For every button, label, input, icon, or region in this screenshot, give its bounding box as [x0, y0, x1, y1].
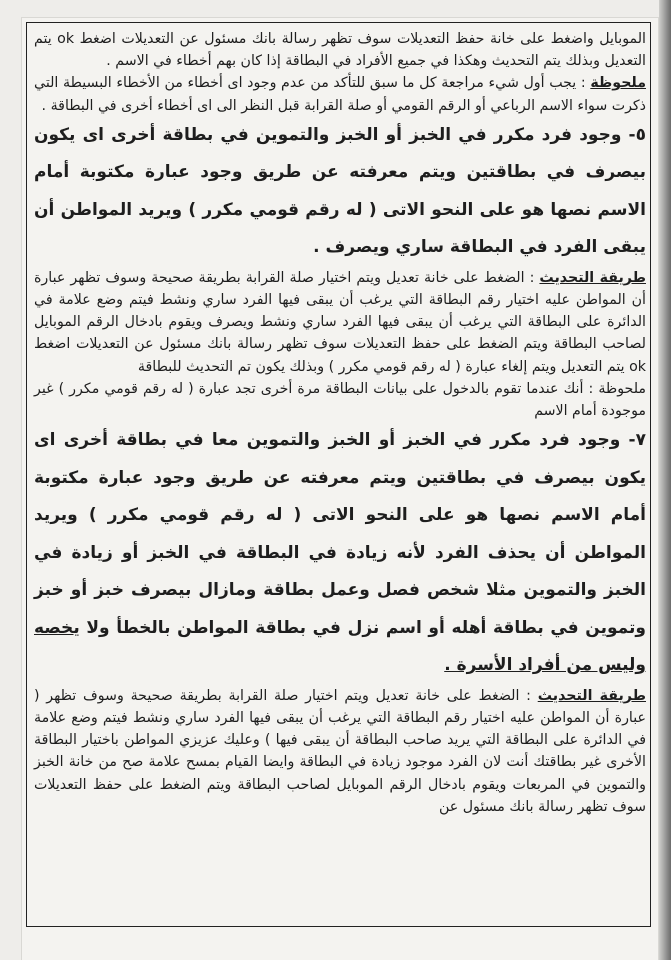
heading-item-5: ٥- وجود فرد مكرر في الخبز أو الخبز والتموين في بطاقة أخرى اى يكون بيصرف في بطاقتين ويتم معرفته عن طريق وجود عبارة مكتوبة أمام الاسم نصها هو على النحو الاتى ( له رقم قومي مكرر ) ويريد المواطن أن يبقى الفرد في البطاقة ساري ويصرف . [34, 124, 646, 258]
update-method-text-1: : الضغط على خانة تعديل ويتم اختيار صلة القرابة بطريقة صحيحة وسوف تظهر عبارة أن المواطن عليه اختيار رقم البطاقة التي يرغب أن يبقى فيها الفرد ساري ونشط فيتم وضع علامة في الدائرة على البطاقة التي يرغب أن يبقى فيها الفرد ساري ونشط ويصرف ويقوم بادخال الرقم الموبايل لصاحب البطاقة ويتم الضغط على حفظ التعديلات سوف تظهر رسالة بانك مسئول عن التعديلات اضغط ok يتم التعديل ويتم إلغاء عبارة ( له رقم قومي مكرر ) وبذلك يكون تم التحديث للبطاقة [34, 269, 646, 375]
heading-item-7-text: ٧- وجود فرد مكرر في الخبز أو الخبز والتموين معا في بطاقة أخرى اى يكون بيصرف في بطاقتين ويتم معرفته عن طريق وجود عبارة مكتوبة أمام الاسم نصها هو على النحو الاتى ( له رقم قومي مكرر ) ويريد المواطن أن يحذف الفرد لأنه زيادة في البطاقة في الخبز أو زيادة في الخبز والتموين مثلا شخص فصل وعمل بطاقة ومازال بيصرف خبز أو خبز وتموين في بطاقة أهله أو اسم نزل في بطاقة المواطن بالخطأ ولا [34, 430, 646, 638]
note-paragraph [34, 72, 646, 116]
update-method-label-2: طريقة التحديث [537, 687, 646, 704]
update-method-text-2: : الضغط على خانة تعديل ويتم اختيار صلة القرابة بطريقة صحيحة وسوف تظهر ( عبارة أن المواطن عليه اختيار رقم البطاقة التي يرغب أن يبقى فيها الفرد ساري ونشط فيتم وضع علامة في الدائرة على البطاقة التي يريد صاحب البطاقة أن يبقى فيها ) وعليك عزيزي المواطن باختيار البطاقة الأخرى غير بطاقتك أنت لان الفرد موجود زيادة في البطاقة وايضا القيام بمسح علامة صح من خانة الخبز والتموين في المربعات ويقوم بادخال الرقم الموبايل لصاحب البطاقة ويتم الضغط على حفظ التعديلات سوف تظهر رسالة بانك مسئول عن [34, 687, 646, 815]
update-method-paragraph-1 [34, 267, 646, 378]
page-edge-shadow [659, 0, 671, 960]
note-label: ملحوظة [590, 75, 646, 92]
paragraph-save-changes: الموبايل واضغط على خانة حفظ التعديلات سوف تظهر رسالة بانك مسئول عن التعديلات اضغط ok يتم التعديل وبذلك يتم التحديث وهكذا في جميع الأفراد في البطاقة إذا كان بهم أخطاء في الاسم . [34, 31, 646, 70]
note-text: : يجب أول شيء مراجعة كل ما سبق للتأكد من عدم وجود اى أخطاء من الأخطاء البسيطة التي ذكرت سواء الاسم الرباعي أو الرقم القومي أو صلة القرابة قبل النظر الى اى أخطاء أخرى في البطاقة . [34, 75, 646, 114]
update-method-label-1: طريقة التحديث [539, 269, 646, 286]
heading-item-7-underlined: يخصه وليس من أفراد الأسرة . [34, 617, 646, 676]
note-paragraph-2: ملحوظة : أنك عندما تقوم بالدخول على بيانات البطاقة مرة أخرى تجد عبارة ( له رقم قومي مكرر ) غير موجودة أمام الاسم [34, 380, 646, 420]
document-body [34, 28, 646, 818]
heading-item-7 [34, 422, 646, 685]
update-method-paragraph-2 [34, 685, 646, 818]
